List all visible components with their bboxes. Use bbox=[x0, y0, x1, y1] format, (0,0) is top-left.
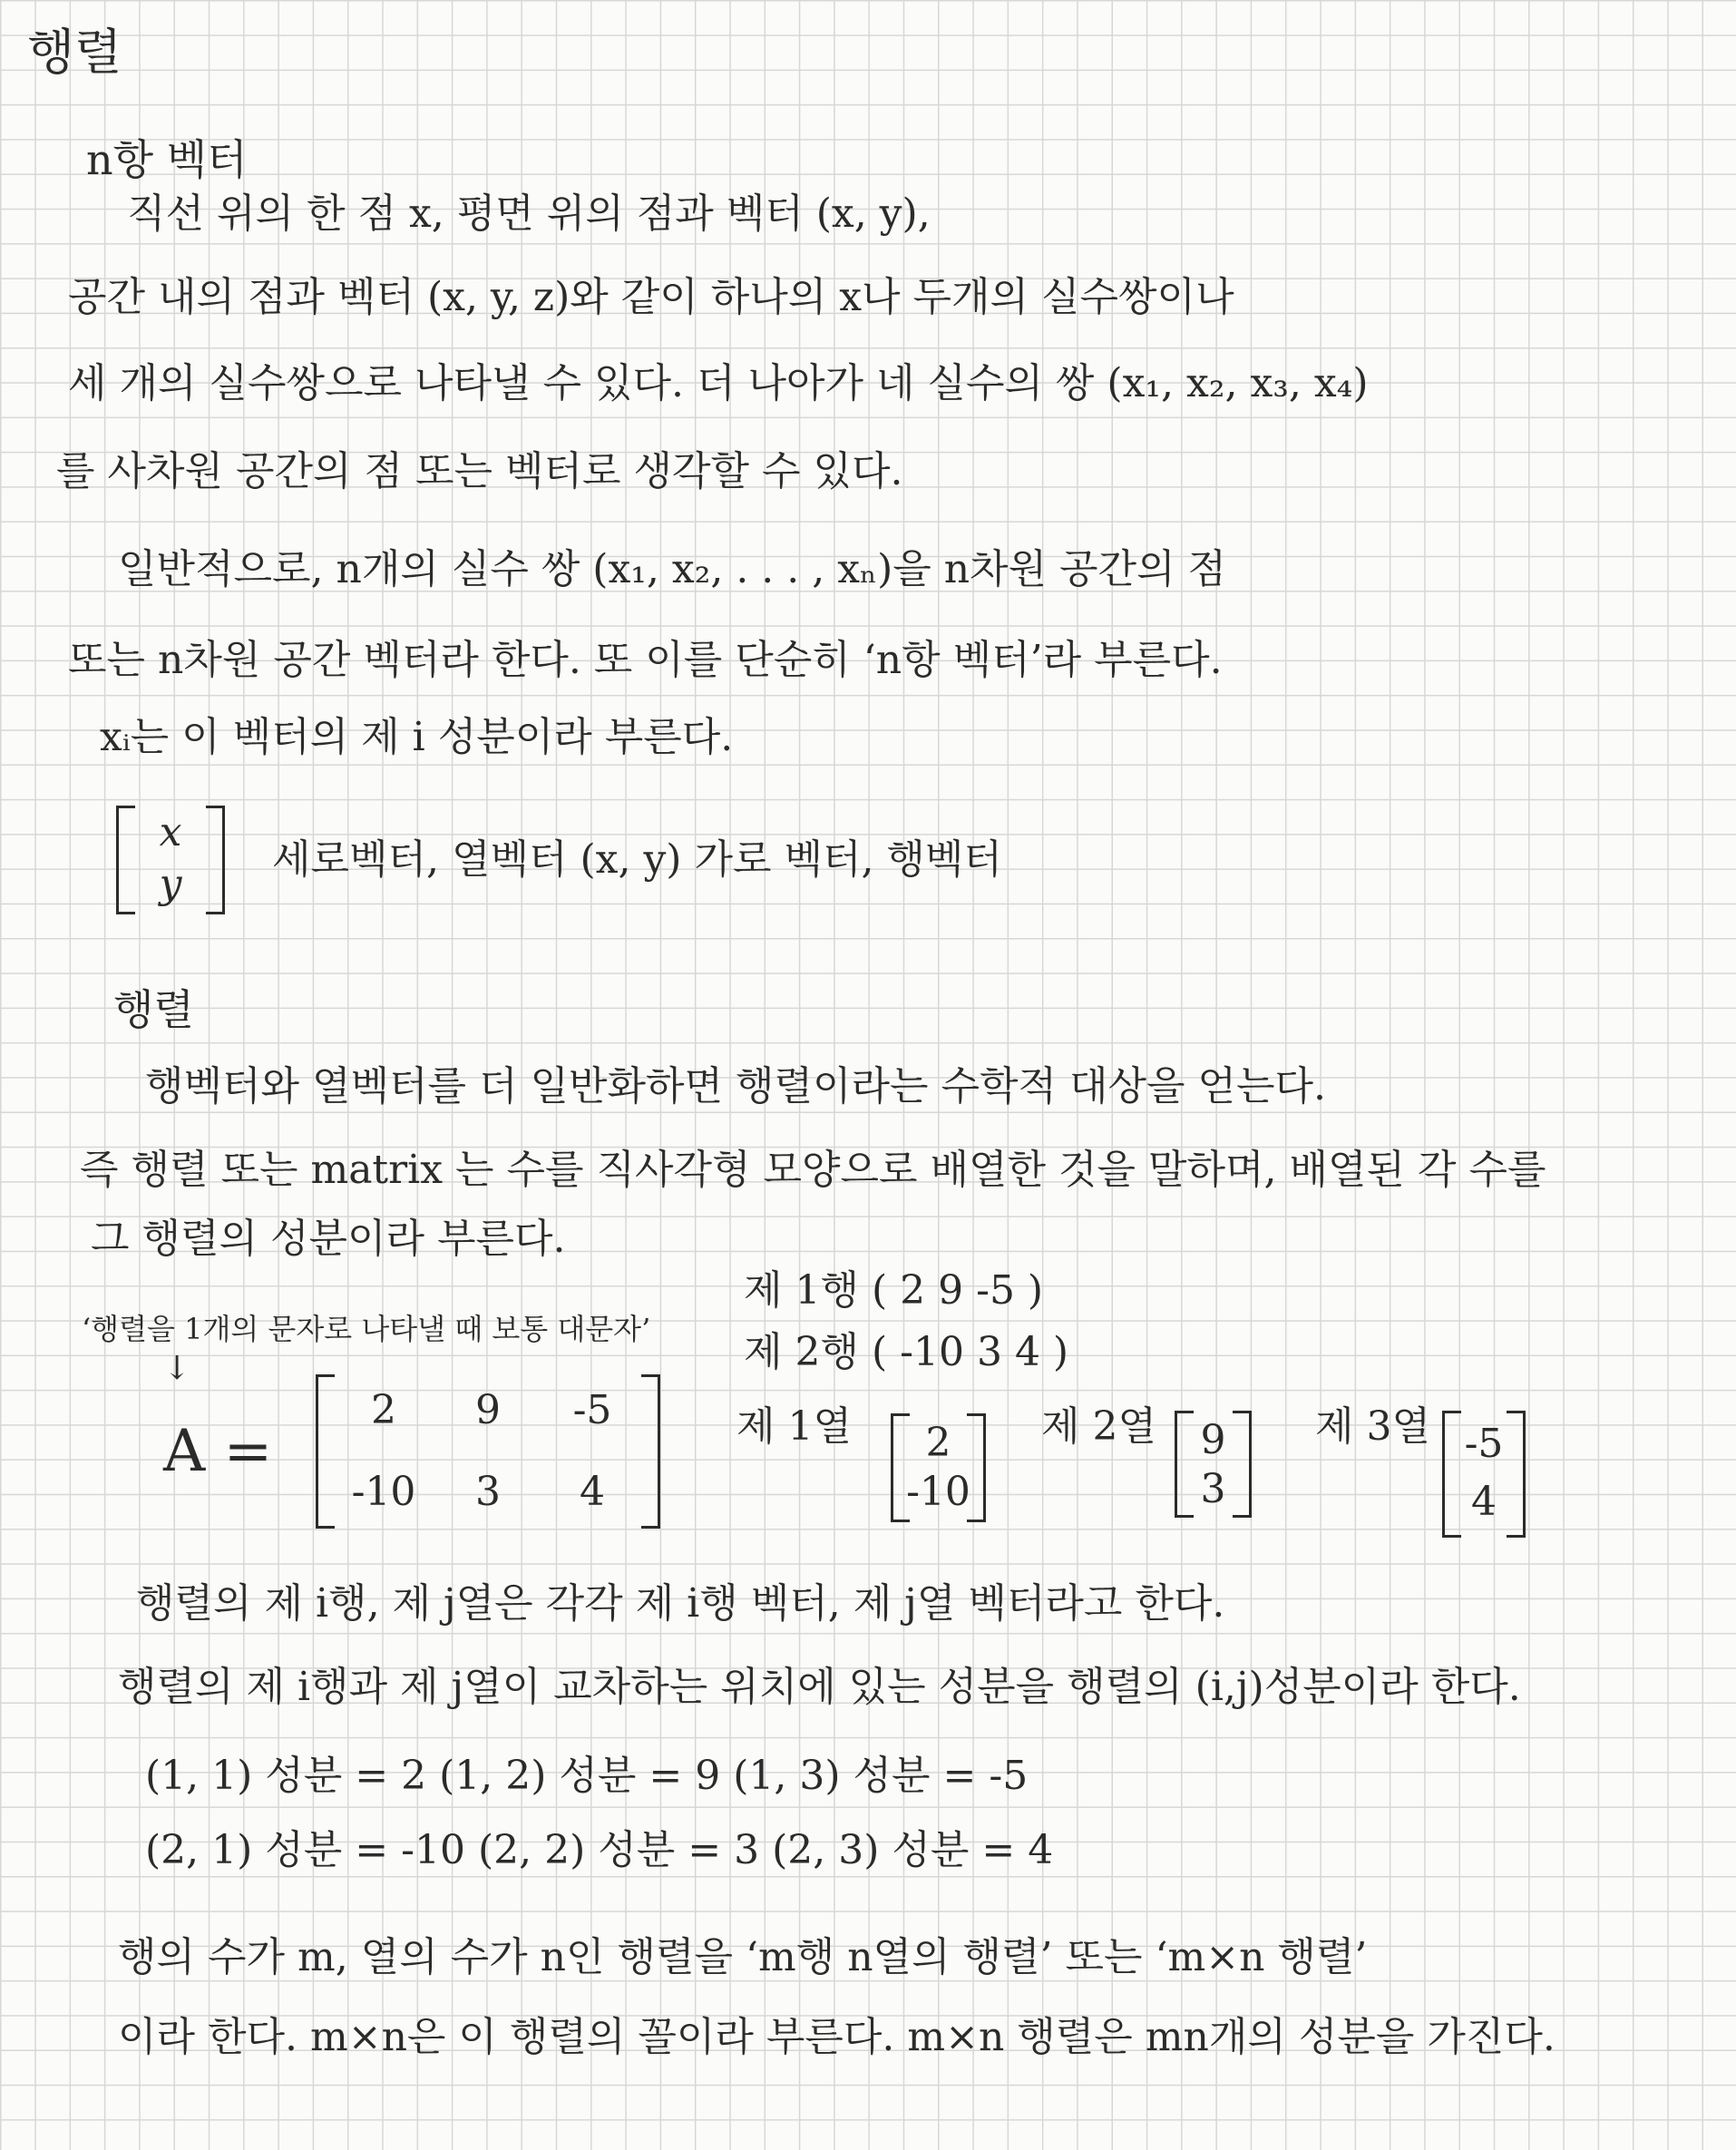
matrix-cell: 2 bbox=[371, 1387, 396, 1433]
text-line: 직선 위의 한 점 x, 평면 위의 점과 벡터 (x, y), bbox=[127, 191, 931, 237]
col-label-3: 제 3열 bbox=[1315, 1403, 1430, 1450]
matrix-cell: 3 bbox=[475, 1469, 501, 1515]
col-label-1: 제 1열 bbox=[736, 1403, 852, 1450]
text-line: 이라 한다. m×n은 이 행렬의 꼴이라 부른다. m×n 행렬은 mn개의 성분을 가진다. bbox=[118, 2014, 1556, 2060]
text-line: 를 사차원 공간의 점 또는 벡터로 생각할 수 있다. bbox=[56, 448, 903, 494]
text-line: 행벡터와 열벡터를 더 일반화하면 행렬이라는 수학적 대상을 얻는다. bbox=[145, 1063, 1326, 1109]
text-line: 일반적으로, n개의 실수 쌍 (x₁, x₂, . . . , xₙ)을 n차원 공간의 점 bbox=[118, 546, 1227, 592]
matrix-cell: -10 bbox=[351, 1469, 416, 1515]
page-title: 행렬 bbox=[27, 24, 122, 81]
text-line: (2, 1) 성분 = -10 (2, 2) 성분 = 3 (2, 3) 성분 = 4 bbox=[145, 1827, 1054, 1873]
text-line: 행렬의 제 i행과 제 j열이 교차하는 위치에 있는 성분을 행렬의 (i,j)성분이라 한다. bbox=[118, 1664, 1521, 1710]
vector-entry: y bbox=[159, 861, 182, 907]
section-heading-n-vector: n항 벡터 bbox=[86, 135, 248, 184]
annotation-note: ‘행렬을 1개의 문자로 나타낼 때 보통 대문자’ bbox=[82, 1312, 651, 1346]
vector-entry: 2 bbox=[925, 1420, 951, 1466]
col-label-2: 제 2열 bbox=[1041, 1403, 1156, 1450]
vector-entry: -10 bbox=[906, 1469, 970, 1515]
vector-entry: 9 bbox=[1200, 1417, 1226, 1463]
text-line: (1, 1) 성분 = 2 (1, 2) 성분 = 9 (1, 3) 성분 = -5 bbox=[145, 1753, 1029, 1799]
matrix-cell: -5 bbox=[572, 1387, 612, 1433]
vector-entry: -5 bbox=[1464, 1421, 1504, 1467]
vector-entry: 3 bbox=[1200, 1466, 1226, 1512]
section-heading-matrix: 행렬 bbox=[113, 985, 194, 1034]
text-line: 세 개의 실수쌍으로 나타낼 수 있다. 더 나아가 네 실수의 쌍 (x₁, x₂, x₃, x₄) bbox=[68, 360, 1369, 406]
text-line: 행의 수가 m, 열의 수가 n인 행렬을 ‘m행 n열의 행렬’ 또는 ‘m×n 행렬’ bbox=[118, 1934, 1368, 1980]
row-label-1: 제 1행 ( 2 9 -5 ) bbox=[744, 1267, 1044, 1314]
arrow-down-icon: ↓ bbox=[163, 1350, 191, 1387]
column-1-vector bbox=[891, 1413, 986, 1522]
text-line: 공간 내의 점과 벡터 (x, y, z)와 같이 하나의 x나 두개의 실수쌍이나 bbox=[68, 274, 1234, 320]
column-3-vector bbox=[1442, 1411, 1526, 1538]
vector-entry: 4 bbox=[1471, 1479, 1497, 1525]
column-vector-xy bbox=[116, 806, 225, 914]
text-line: 또는 n차원 공간 벡터라 한다. 또 이를 단순히 ‘n항 벡터’라 부른다. bbox=[68, 637, 1223, 683]
column-2-vector bbox=[1175, 1411, 1252, 1518]
text-line: xᵢ는 이 벡터의 제 i 성분이라 부른다. bbox=[100, 714, 734, 760]
matrix-cell: 4 bbox=[580, 1469, 605, 1515]
matrix-a bbox=[316, 1374, 660, 1529]
matrix-cell: 9 bbox=[475, 1387, 501, 1433]
text-line: 그 행렬의 성분이라 부른다. bbox=[91, 1216, 566, 1262]
text-line: 행렬의 제 i행, 제 j열은 각각 제 i행 벡터, 제 j열 벡터라고 한다. bbox=[136, 1580, 1225, 1627]
vector-entry: x bbox=[159, 809, 182, 855]
vector-caption: 세로벡터, 열벡터 (x, y) 가로 벡터, 행벡터 bbox=[272, 836, 1002, 883]
row-label-2: 제 2행 ( -10 3 4 ) bbox=[744, 1329, 1069, 1375]
matrix-label: A = bbox=[163, 1418, 273, 1485]
text-line: 즉 행렬 또는 matrix 는 수를 직사각형 모양으로 배열한 것을 말하며, 배열된 각 수를 bbox=[80, 1147, 1546, 1193]
